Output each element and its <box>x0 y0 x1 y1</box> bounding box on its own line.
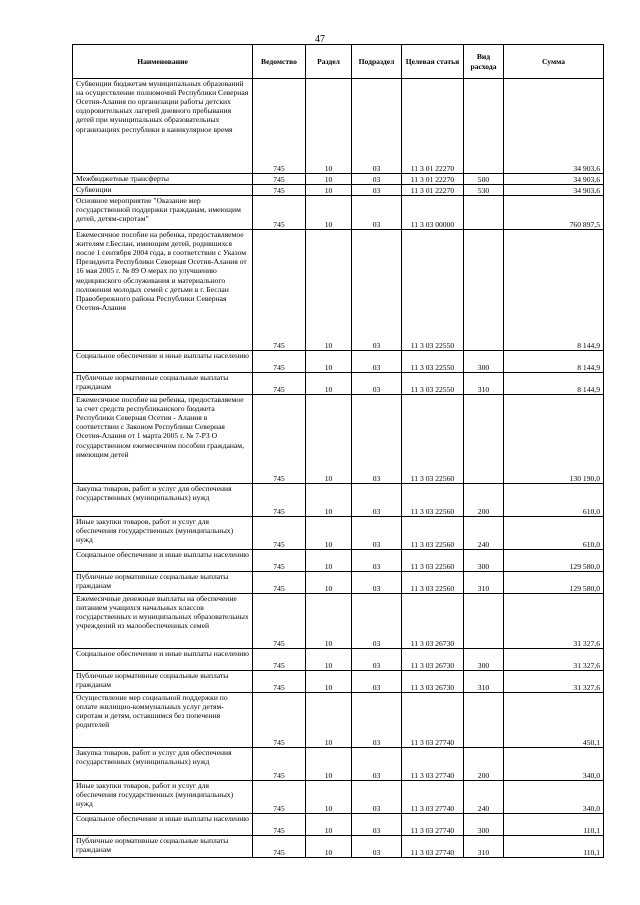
cell-amount: 31 327,6 <box>504 594 604 649</box>
cell-ministry: 745 <box>253 174 306 185</box>
table-row <box>73 395 604 484</box>
cell-subsection: 03 <box>352 484 402 517</box>
table-row <box>73 594 604 649</box>
cell-amount: 340,0 <box>504 748 604 781</box>
cell-target: 11 3 03 26730 <box>402 649 464 671</box>
cell-expense-type: 310 <box>464 836 504 858</box>
cell-amount: 34 903,6 <box>504 185 604 196</box>
cell-section: 10 <box>306 671 352 693</box>
cell-name: Социальное обеспечение и иные выплаты населению <box>73 550 253 572</box>
cell-amount: 610,0 <box>504 517 604 550</box>
cell-amount: 610,0 <box>504 484 604 517</box>
cell-name: Основное мероприятие "Оказание мер государственной поддержки гражданам, имеющим детей, детям-сиротам" <box>73 196 253 230</box>
table-row <box>73 693 604 748</box>
cell-subsection: 03 <box>352 781 402 814</box>
cell-name: Ежемесячное пособие на ребенка, предоставляемое за счет средств республиканского бюджета Республики Северная Осетия - Алания в соответствии с Законом Республики Северная Осетия-Алания от 1 марта 2005 г. № 7-РЗ О государственном ежемесячном пособии гражданам, имеющим детей <box>73 395 253 484</box>
cell-name: Социальное обеспечение и иные выплаты населению <box>73 351 253 373</box>
cell-name: Иные закупки товаров, работ и услуг для обеспечения государственных (муниципальных) нужд <box>73 517 253 550</box>
cell-amount: 450,1 <box>504 693 604 748</box>
header-expense-type: Вид расхода <box>464 45 504 79</box>
header-amount: Сумма <box>504 45 604 79</box>
cell-subsection: 03 <box>352 79 402 174</box>
cell-section: 10 <box>306 836 352 858</box>
table-row <box>73 671 604 693</box>
cell-name: Социальное обеспечение и иные выплаты населению <box>73 814 253 836</box>
cell-section: 10 <box>306 781 352 814</box>
cell-subsection: 03 <box>352 550 402 572</box>
table-row <box>73 550 604 572</box>
cell-section: 10 <box>306 196 352 230</box>
cell-section: 10 <box>306 174 352 185</box>
table-row <box>73 351 604 373</box>
cell-expense-type: 200 <box>464 484 504 517</box>
page-number: 47 <box>315 34 325 45</box>
cell-subsection: 03 <box>352 395 402 484</box>
cell-subsection: 03 <box>352 693 402 748</box>
cell-subsection: 03 <box>352 748 402 781</box>
cell-target: 11 3 03 22560 <box>402 572 464 594</box>
cell-amount: 129 580,0 <box>504 550 604 572</box>
cell-section: 10 <box>306 748 352 781</box>
cell-expense-type: 310 <box>464 572 504 594</box>
cell-name: Субвенции бюджетам муниципальных образований на осуществление полномочий Республики Северная Осетия-Алания по организации работы детских оздоровительных лагерей дневного пребывания детей при муниципальных образовательных организациях республики в каникулярное время <box>73 79 253 174</box>
cell-name: Социальное обеспечение и иные выплаты населению <box>73 649 253 671</box>
cell-section: 10 <box>306 550 352 572</box>
header-subsection: Подраздел <box>352 45 402 79</box>
cell-ministry: 745 <box>253 781 306 814</box>
cell-name: Закупка товаров, работ и услуг для обеспечения государственных (муниципальных) нужд <box>73 484 253 517</box>
cell-section: 10 <box>306 517 352 550</box>
table-row <box>73 836 604 858</box>
cell-name: Публичные нормативные социальные выплаты гражданам <box>73 572 253 594</box>
cell-name: Публичные нормативные социальные выплаты гражданам <box>73 373 253 395</box>
cell-amount: 110,1 <box>504 814 604 836</box>
cell-section: 10 <box>306 572 352 594</box>
cell-target: 11 3 03 22550 <box>402 230 464 351</box>
cell-expense-type: 300 <box>464 351 504 373</box>
table-row <box>73 517 604 550</box>
table-row <box>73 79 604 174</box>
cell-expense-type: 500 <box>464 174 504 185</box>
cell-ministry: 745 <box>253 230 306 351</box>
cell-target: 11 3 03 22560 <box>402 395 464 484</box>
table-body <box>73 79 604 858</box>
cell-ministry: 745 <box>253 572 306 594</box>
cell-ministry: 745 <box>253 79 306 174</box>
cell-subsection: 03 <box>352 517 402 550</box>
cell-section: 10 <box>306 351 352 373</box>
cell-ministry: 745 <box>253 748 306 781</box>
cell-ministry: 745 <box>253 814 306 836</box>
cell-expense-type <box>464 693 504 748</box>
cell-expense-type <box>464 395 504 484</box>
cell-section: 10 <box>306 395 352 484</box>
cell-target: 11 3 03 27740 <box>402 781 464 814</box>
cell-expense-type: 300 <box>464 550 504 572</box>
cell-expense-type: 300 <box>464 649 504 671</box>
cell-target: 11 3 03 22560 <box>402 517 464 550</box>
cell-target: 11 3 03 26730 <box>402 594 464 649</box>
cell-expense-type: 240 <box>464 781 504 814</box>
cell-target: 11 3 03 26730 <box>402 671 464 693</box>
table-row <box>73 174 604 185</box>
cell-name: Публичные нормативные социальные выплаты гражданам <box>73 836 253 858</box>
cell-subsection: 03 <box>352 594 402 649</box>
cell-section: 10 <box>306 185 352 196</box>
cell-expense-type: 530 <box>464 185 504 196</box>
header-target: Целевая статья <box>402 45 464 79</box>
cell-amount: 130 190,0 <box>504 395 604 484</box>
cell-name: Межбюджетные трансферты <box>73 174 253 185</box>
cell-subsection: 03 <box>352 185 402 196</box>
cell-ministry: 745 <box>253 196 306 230</box>
cell-subsection: 03 <box>352 836 402 858</box>
budget-table <box>72 44 604 858</box>
cell-subsection: 03 <box>352 814 402 836</box>
cell-subsection: 03 <box>352 373 402 395</box>
cell-amount: 8 144,9 <box>504 373 604 395</box>
cell-target: 11 3 01 22270 <box>402 174 464 185</box>
cell-ministry: 745 <box>253 484 306 517</box>
cell-name: Субвенции <box>73 185 253 196</box>
cell-expense-type: 300 <box>464 814 504 836</box>
cell-ministry: 745 <box>253 550 306 572</box>
cell-ministry: 745 <box>253 693 306 748</box>
cell-target: 11 3 03 27740 <box>402 693 464 748</box>
cell-name: Иные закупки товаров, работ и услуг для обеспечения государственных (муниципальных) нужд <box>73 781 253 814</box>
cell-expense-type: 200 <box>464 748 504 781</box>
cell-amount: 760 897,5 <box>504 196 604 230</box>
cell-expense-type: 310 <box>464 373 504 395</box>
cell-subsection: 03 <box>352 572 402 594</box>
cell-section: 10 <box>306 693 352 748</box>
cell-target: 11 3 03 27740 <box>402 748 464 781</box>
cell-subsection: 03 <box>352 230 402 351</box>
cell-amount: 129 580,0 <box>504 572 604 594</box>
table-row <box>73 196 604 230</box>
cell-section: 10 <box>306 594 352 649</box>
header-row <box>73 45 604 79</box>
cell-section: 10 <box>306 649 352 671</box>
table-row <box>73 230 604 351</box>
cell-target: 11 3 01 22270 <box>402 185 464 196</box>
cell-target: 11 3 03 22550 <box>402 373 464 395</box>
cell-name: Публичные нормативные социальные выплаты гражданам <box>73 671 253 693</box>
cell-name: Ежемесячное пособие на ребенка, предоставляемое жителям г.Беслан, имеющим детей, родившихся после 1 сентября 2004 года, в соответствии с Указом Президента Республики Северная Осетия-Алания от 16 мая 2005 г. № 89 О мерах по улучшению медицинского обслуживания и материального положения молодых семей с детьми в г. Беслан Правобережного района Республики Северная Осетия-Алания <box>73 230 253 351</box>
header-section: Раздел <box>306 45 352 79</box>
cell-section: 10 <box>306 814 352 836</box>
cell-amount: 340,0 <box>504 781 604 814</box>
cell-expense-type <box>464 196 504 230</box>
cell-ministry: 745 <box>253 351 306 373</box>
cell-expense-type <box>464 594 504 649</box>
header-ministry: Ведомство <box>253 45 306 79</box>
cell-ministry: 745 <box>253 517 306 550</box>
table-row <box>73 484 604 517</box>
cell-amount: 110,1 <box>504 836 604 858</box>
cell-name: Осуществление мер социальной поддержки по оплате жилищно-коммунальных услуг детям-сиротам и детям, оставшимся без попечения родителей <box>73 693 253 748</box>
cell-section: 10 <box>306 373 352 395</box>
cell-section: 10 <box>306 230 352 351</box>
cell-expense-type: 310 <box>464 671 504 693</box>
cell-target: 11 3 03 22560 <box>402 484 464 517</box>
cell-name: Ежемесячные денежные выплаты на обеспечение питанием учащихся начальных классов государственных и муниципальных образовательных учреждений из малообеспеченных семей <box>73 594 253 649</box>
table-row <box>73 572 604 594</box>
cell-ministry: 745 <box>253 395 306 484</box>
cell-target: 11 3 03 22550 <box>402 351 464 373</box>
cell-subsection: 03 <box>352 671 402 693</box>
cell-target: 11 3 03 27740 <box>402 814 464 836</box>
cell-target: 11 3 03 00000 <box>402 196 464 230</box>
cell-ministry: 745 <box>253 185 306 196</box>
cell-amount: 31 327,6 <box>504 649 604 671</box>
cell-subsection: 03 <box>352 649 402 671</box>
cell-amount: 34 903,6 <box>504 79 604 174</box>
table-row <box>73 185 604 196</box>
cell-ministry: 745 <box>253 373 306 395</box>
cell-expense-type: 240 <box>464 517 504 550</box>
cell-amount: 8 144,9 <box>504 351 604 373</box>
cell-ministry: 745 <box>253 836 306 858</box>
cell-target: 11 3 01 22270 <box>402 79 464 174</box>
table-row <box>73 649 604 671</box>
cell-expense-type <box>464 230 504 351</box>
cell-name: Закупка товаров, работ и услуг для обеспечения государственных (муниципальных) нужд <box>73 748 253 781</box>
cell-target: 11 3 03 22560 <box>402 550 464 572</box>
table-row <box>73 373 604 395</box>
cell-amount: 8 144,9 <box>504 230 604 351</box>
cell-ministry: 745 <box>253 649 306 671</box>
cell-ministry: 745 <box>253 594 306 649</box>
cell-subsection: 03 <box>352 196 402 230</box>
cell-ministry: 745 <box>253 671 306 693</box>
cell-section: 10 <box>306 484 352 517</box>
table-row <box>73 781 604 814</box>
cell-amount: 31 327,6 <box>504 671 604 693</box>
cell-expense-type <box>464 79 504 174</box>
cell-subsection: 03 <box>352 351 402 373</box>
cell-subsection: 03 <box>352 174 402 185</box>
table-row <box>73 748 604 781</box>
cell-target: 11 3 03 27740 <box>402 836 464 858</box>
cell-section: 10 <box>306 79 352 174</box>
header-name: Наименование <box>73 45 253 79</box>
table-row <box>73 814 604 836</box>
cell-amount: 34 903,6 <box>504 174 604 185</box>
